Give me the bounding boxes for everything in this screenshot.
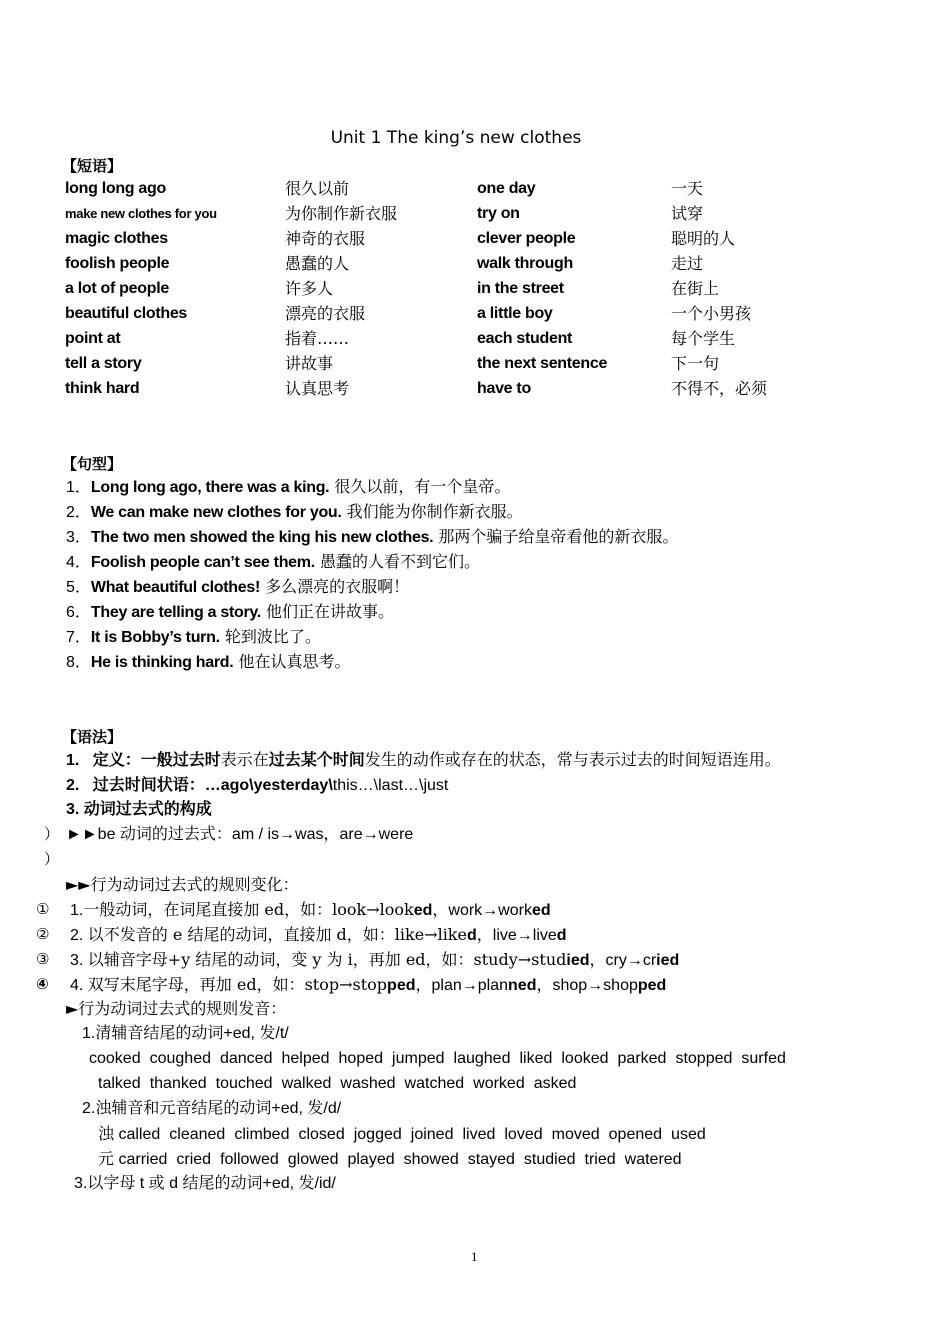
pronunciation-heading: ►行为动词过去式的规则发音： — [66, 999, 287, 1018]
blank-marker: ） — [44, 851, 60, 868]
phrase-english: try on — [477, 205, 520, 222]
phrase-english: beautiful clothes — [65, 305, 188, 322]
page-title: Unit 1 The king’s new clothes — [330, 128, 582, 148]
rule-part-num: 2. — [70, 927, 84, 944]
rule-part-b3: ped — [637, 977, 667, 994]
example-verb: watered — [624, 1151, 682, 1168]
example-verb: touched — [215, 1075, 273, 1092]
sentence-chinese: 他们正在讲故事。 — [260, 602, 395, 621]
phrase-chinese: 试穿 — [671, 204, 704, 223]
rule-part-text: 双写末尾字母，再加 ed，如：stop→stop — [87, 975, 388, 994]
phrase-english: clever people — [477, 230, 576, 247]
pronunciation-d-line-2 — [98, 1147, 691, 1172]
phrase-english: the next sentence — [477, 355, 608, 372]
phrase-english: walk through — [477, 255, 573, 272]
grammar-time-adverbials — [66, 773, 448, 798]
definition-number: 1. — [66, 752, 80, 769]
phrase-chinese: 许多人 — [285, 279, 334, 298]
example-verb: studied — [523, 1151, 576, 1168]
rule-part-text: 以辅音字母+y 结尾的动词，变 y 为 i，再加 ed，如：study→stud — [87, 950, 567, 969]
sentence-item — [66, 500, 523, 525]
adverbial-number: 2. — [66, 777, 80, 794]
pronunciation-d-words-1 — [118, 1126, 714, 1143]
rule-marker: ③ — [36, 951, 50, 968]
phrase-english: a lot of people — [65, 280, 169, 297]
sentence-number: 5． — [66, 579, 91, 596]
rule-item — [70, 923, 567, 948]
phrase-english: long long ago — [65, 180, 166, 197]
regular-change-heading: ►►行为动词过去式的规则变化： — [66, 875, 299, 894]
example-verb: jogged — [353, 1126, 402, 1143]
phrase-english: tell a story — [65, 355, 142, 372]
rule-item — [70, 898, 551, 923]
phrase-chinese: 下一句 — [671, 354, 720, 373]
sentence-english: They are telling a story. — [90, 604, 261, 621]
example-verb: glowed — [287, 1151, 339, 1168]
phrase-chinese: 愚蠢的人 — [285, 254, 350, 273]
rule-item — [70, 973, 666, 998]
adverbial-label: 过去时间状语： — [92, 775, 205, 794]
sentence-english: The two men showed the king his new clothes. — [90, 529, 434, 546]
example-verb: cooked — [89, 1050, 141, 1067]
vowel-prefix: 元 — [98, 1149, 115, 1168]
phrase-chinese: 不得不，必须 — [671, 379, 768, 398]
phrase-chinese: 在街上 — [671, 279, 720, 298]
example-verb: climbed — [234, 1126, 290, 1143]
adverbial-bold: …ago\yesterday\ — [204, 777, 333, 794]
rule-part-mid: ，live→live — [476, 927, 557, 944]
sentence-english: Foolish people can’t see them. — [90, 554, 315, 571]
example-verb: liked — [519, 1050, 553, 1067]
definition-label: 定义： — [92, 750, 141, 769]
example-verb: showed — [403, 1151, 459, 1168]
section-heading-sentences: 【句型】 — [62, 456, 123, 473]
phrase-english: think hard — [65, 380, 140, 397]
example-verb: joined — [410, 1126, 454, 1143]
sentence-chinese: 他在认真思考。 — [233, 652, 351, 671]
example-verb: called — [118, 1126, 161, 1143]
pronunciation-t-words-2 — [98, 1072, 585, 1096]
pronunciation-id-heading: 3.以字母 t 或 d 结尾的动词+ed, 发/id/ — [74, 1175, 336, 1192]
arrow-icon: ►► — [66, 826, 98, 843]
definition-term: 一般过去时 — [140, 750, 221, 769]
example-verb: laughed — [453, 1050, 511, 1067]
rule-part-b1: d — [466, 927, 477, 944]
phrase-chinese: 很久以前 — [285, 179, 350, 198]
sentence-chinese: 很久以前，有一个皇帝。 — [329, 477, 511, 496]
phrase-chinese: 认真思考 — [285, 379, 350, 398]
rule-part-b1: ied — [566, 952, 590, 969]
example-verb: watched — [404, 1075, 465, 1092]
example-verb: coughed — [149, 1050, 211, 1067]
pronunciation-t-heading: 1.清辅音结尾的动词+ed, 发/t/ — [82, 1025, 289, 1042]
pronunciation-d-words-2 — [118, 1151, 690, 1168]
definition-term-2: 过去某个时间 — [268, 750, 365, 769]
example-verb: washed — [340, 1075, 396, 1092]
definition-text-1: 表示在 — [220, 750, 269, 769]
phrase-chinese: 讲故事 — [285, 354, 334, 373]
pronunciation-d-heading: 2.浊辅音和元音结尾的动词+ed, 发/d/ — [82, 1100, 342, 1117]
rule-part-num: 3. — [70, 952, 84, 969]
phrase-english: in the street — [477, 280, 564, 297]
example-verb: tried — [584, 1151, 616, 1168]
sentence-chinese: 那两个骗子给皇帝看他的新衣服。 — [433, 527, 679, 546]
example-verb: stayed — [467, 1151, 515, 1168]
sentence-item — [66, 625, 321, 650]
sentence-chinese: 愚蠢的人看不到它们。 — [314, 552, 480, 571]
sentence-number: 8． — [66, 654, 91, 671]
phrase-chinese: 神奇的衣服 — [285, 229, 366, 248]
example-verb: stopped — [675, 1050, 733, 1067]
phrase-english: each student — [477, 330, 573, 347]
sentence-number: 2． — [66, 504, 91, 521]
example-verb: asked — [533, 1075, 577, 1092]
example-verb: danced — [219, 1050, 273, 1067]
example-verb: opened — [608, 1126, 663, 1143]
be-verb-rule — [66, 823, 413, 847]
sentence-english: Long long ago, there was a king. — [90, 479, 330, 496]
example-verb: lived — [462, 1126, 496, 1143]
rule-part-b2: ed — [531, 902, 551, 919]
rule-part-mid: ，cry→cr — [589, 952, 657, 969]
formation-heading: 3. 动词过去式的构成 — [66, 801, 212, 818]
example-verb: played — [347, 1151, 395, 1168]
phrase-english: one day — [477, 180, 536, 197]
sentence-item — [66, 525, 678, 550]
rule-part-b2: ned — [508, 977, 537, 994]
example-verb: worked — [473, 1075, 525, 1092]
definition-text-2: 发生的动作或存在的状态，常与表示过去的时间短语连用。 — [364, 750, 781, 769]
phrase-english: magic clothes — [65, 230, 168, 247]
example-verb: used — [671, 1126, 706, 1143]
rule-item — [70, 948, 679, 973]
phrase-chinese: 一个小男孩 — [671, 304, 752, 323]
phrase-chinese: 漂亮的衣服 — [285, 304, 366, 323]
be-marker: ） — [44, 826, 60, 843]
example-verb: looked — [561, 1050, 609, 1067]
sentence-chinese: 多么漂亮的衣服啊！ — [260, 577, 410, 596]
section-heading-grammar: 【语法】 — [62, 729, 123, 746]
sentence-number: 3． — [66, 529, 91, 546]
sentence-number: 6． — [66, 604, 91, 621]
sentence-number: 1． — [66, 479, 91, 496]
example-verb: parked — [617, 1050, 667, 1067]
rule-part-text: 以不发音的 e 结尾的动词，直接加 d，如：like→like — [87, 925, 467, 944]
rule-marker: ④ — [36, 976, 49, 993]
rule-part-b1: ed — [413, 902, 433, 919]
phrase-chinese: 一天 — [671, 179, 704, 198]
be-verb-text: be 动词的过去式：am / is→was，are→were — [97, 826, 414, 843]
example-verb: talked — [98, 1075, 141, 1092]
grammar-definition — [66, 748, 781, 773]
pronunciation-d-line-1 — [98, 1122, 715, 1147]
voiced-prefix: 浊 — [98, 1124, 115, 1143]
sentence-item — [66, 475, 510, 500]
phrase-english: a little boy — [477, 305, 553, 322]
rule-part-mid2: ，shop→shop — [536, 977, 638, 994]
sentence-item — [66, 550, 480, 575]
sentence-number: 4． — [66, 554, 91, 571]
rule-part-b1: ped — [387, 977, 416, 994]
phrase-english: foolish people — [65, 255, 170, 272]
adverbial-rest: this…\last…\just — [332, 777, 449, 794]
example-verb: moved — [551, 1126, 600, 1143]
phrase-chinese: 走过 — [671, 254, 704, 273]
rule-part-text: 一般动词，在词尾直接加 ed，如：look→look — [83, 900, 414, 919]
example-verb: closed — [298, 1126, 345, 1143]
example-verb: hoped — [338, 1050, 384, 1067]
sentence-item — [66, 575, 409, 600]
phrase-chinese: 为你制作新衣服 — [285, 204, 398, 223]
phrase-english: point at — [65, 330, 121, 347]
example-verb: thanked — [149, 1075, 207, 1092]
example-verb: helped — [281, 1050, 330, 1067]
phrase-english: make new clothes for you — [65, 206, 217, 221]
sentence-chinese: 轮到波比了。 — [219, 627, 321, 646]
sentence-english: He is thinking hard. — [90, 654, 234, 671]
phrase-chinese: 每个学生 — [671, 329, 736, 348]
phrase-chinese: 指着…… — [285, 329, 350, 348]
phrase-chinese: 聪明的人 — [671, 229, 736, 248]
rule-part-num: 4. — [70, 977, 84, 994]
example-verb: cleaned — [169, 1126, 226, 1143]
sentence-chinese: 我们能为你制作新衣服。 — [341, 502, 523, 521]
example-verb: jumped — [392, 1050, 445, 1067]
rule-part-num: 1. — [70, 902, 84, 919]
rule-marker: ② — [36, 926, 50, 943]
rule-marker: ① — [36, 901, 50, 918]
example-verb: cried — [176, 1151, 212, 1168]
sentence-english: We can make new clothes for you. — [90, 504, 342, 521]
rule-part-mid: ，work→work — [432, 902, 532, 919]
example-verb: carried — [118, 1151, 168, 1168]
sentence-english: What beautiful clothes! — [90, 579, 261, 596]
pronunciation-t-words-1 — [89, 1047, 795, 1071]
example-verb: surfed — [741, 1050, 786, 1067]
sentence-item — [66, 650, 350, 675]
section-heading-phrases: 【短语】 — [62, 158, 123, 175]
sentence-number: 7． — [66, 629, 91, 646]
rule-part-mid: ，plan→plan — [415, 977, 509, 994]
example-verb: loved — [504, 1126, 543, 1143]
rule-part-b2: ied — [656, 952, 680, 969]
rule-part-b2: d — [556, 927, 567, 944]
example-verb: walked — [281, 1075, 332, 1092]
page-number: 1 — [471, 1249, 478, 1264]
sentence-english: It is Bobby’s turn. — [90, 629, 220, 646]
example-verb: followed — [220, 1151, 279, 1168]
sentence-item — [66, 600, 394, 625]
phrase-english: have to — [477, 380, 531, 397]
